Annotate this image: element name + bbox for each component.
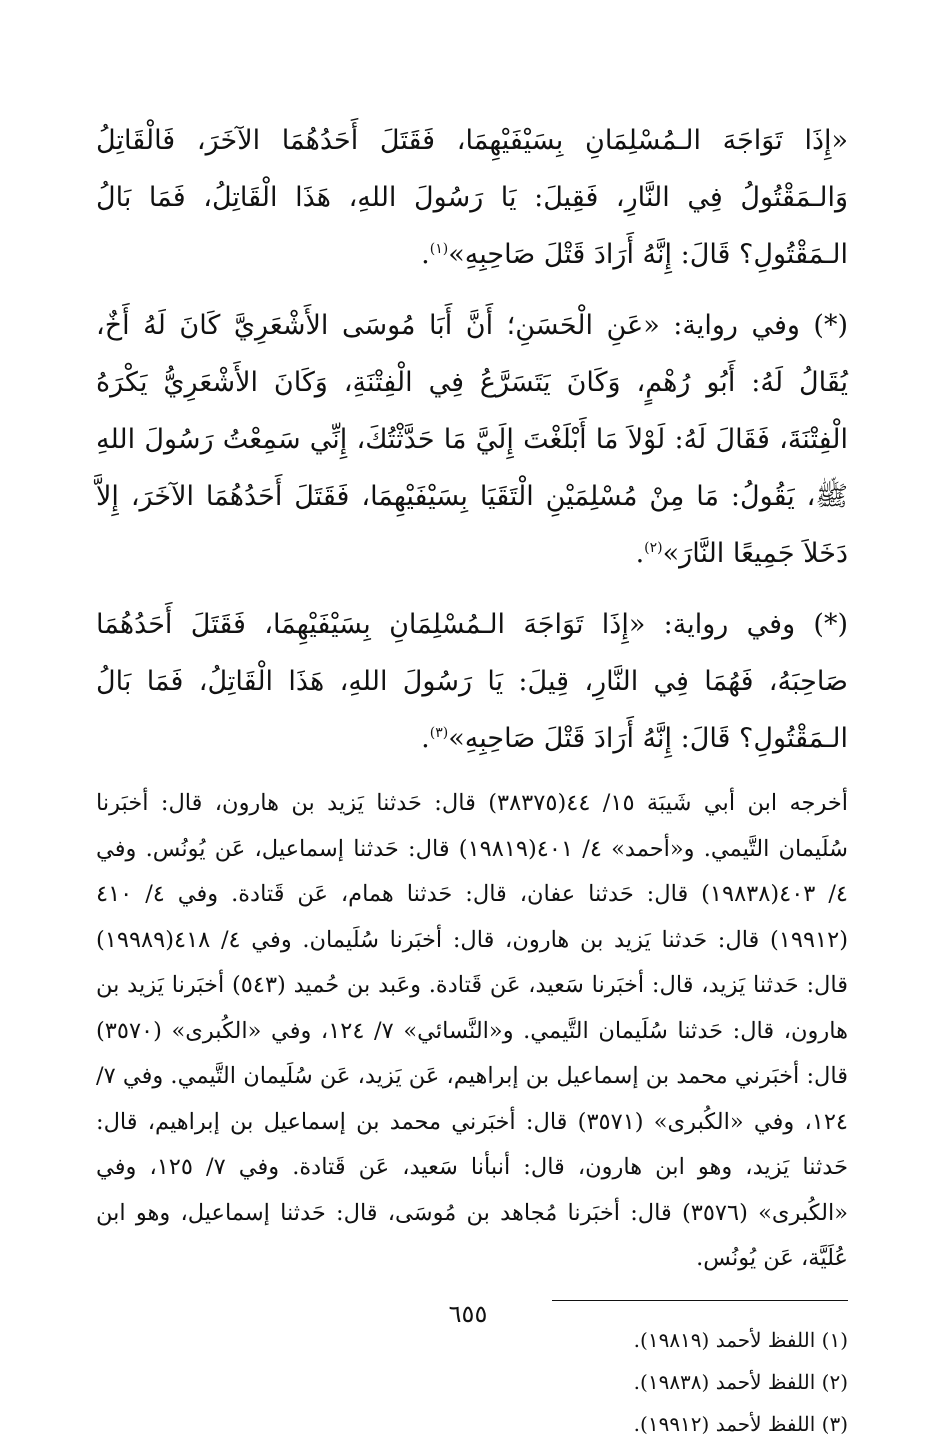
hadith-text bbox=[96, 112, 848, 767]
hadith-paragraph-3 bbox=[96, 596, 848, 767]
footnotes bbox=[96, 1319, 848, 1445]
footnote-ref-1[interactable]: (١) bbox=[429, 241, 449, 257]
hadith-paragraph-1-end: . bbox=[421, 239, 430, 270]
footnote-ref-3[interactable]: (٣) bbox=[429, 725, 449, 741]
hadith-paragraph-2 bbox=[96, 297, 848, 582]
hadith-paragraph-1 bbox=[96, 112, 848, 283]
footnote-3: (٣) اللفظ لأحمد (١٩٩١٢). bbox=[633, 1411, 848, 1436]
footnote-1: (١) اللفظ لأحمد (١٩٨١٩). bbox=[633, 1327, 848, 1352]
takhrij-text: أخرجه ابن أبي شَيبَة ١٥/ ٤٤(٣٨٣٧٥) قال: حَدثنا يَزيد بن هارون، قال: أخبَرنا سُلَيمان التَّيمي. و«أحمد» ٤/ ٤٠١(١٩٨١٩) قال: حَدثنا إسماعيل، عَن يُونُس. وفي ٤/ ٤٠٣(١٩٨٣٨) قال: حَدثنا عفان، قال: حَدثنا همام، عَن قَتادة. وفي ٤/ ٤١٠ (١٩٩١٢) قال: حَدثنا يَزيد بن هارون، قال: أخبَرنا سُلَيمان. وفي ٤/ ٤١٨(١٩٩٨٩) قال: حَدثنا يَزيد، قال: أخبَرنا سَعيد، عَن قَتادة. وعَبد بن حُميد (٥٤٣) أخبَرنا يَزيد بن هارون، قال: حَدثنا سُلَيمان التَّيمي. و«النَّسائي» ٧/ ١٢٤، وفي «الكُبرى» (٣٥٧٠) قال: أخبَرني محمد بن إسماعيل بن إبراهيم، عَن يَزيد، عَن سُلَيمان التَّيمي. وفي ٧/ ١٢٤، وفي «الكُبرى» (٣٥٧١) قال: أخبَرني محمد بن إسماعيل بن إبراهيم، قال: حَدثنا يَزيد، وهو ابن هارون، قال: أنبأنا سَعيد، عَن قَتادة. وفي ٧/ ١٢٥، وفي «الكُبرى» (٣٥٧٦) قال: أخبَرنا مُجاهد بن مُوسَى، قال: حَدثنا إسماعيل، وهو ابن عُلَيَّة، عَن يُونُس. bbox=[96, 790, 849, 1271]
page-body bbox=[96, 112, 848, 1445]
hadith-paragraph-2-text: (*) وفي رواية: «عَنِ الْحَسَنِ؛ أَنَّ أَبَا مُوسَى الأَشْعَرِيَّ كَانَ لَهُ أَخٌ، يُقَالُ لَهُ: أَبُو رُهْمٍ، وَكَانَ يَتَسَرَّعُ فِي الْفِتْنَةِ، وَكَانَ الأَشْعَرِيُّ يَكْرَهُ الْفِتْنَةَ، فَقَالَ لَهُ: لَوْلاَ مَا أَبْلَغْتَ إِلَيَّ مَا حَدَّثْتُكَ، إِنِّي سَمِعْتُ رَسُولَ اللهِ ﷺ، يَقُولُ: مَا مِنْ مُسْلِمَيْنِ الْتَقَيَا بِسَيْفَيْهِمَا، فَقَتَلَ أَحَدُهُمَا الآخَرَ، إِلاَّ دَخَلاَ جَمِيعًا النَّارَ» bbox=[96, 310, 848, 569]
hadith-paragraph-1-text: «إِذَا تَوَاجَهَ الـمُسْلِمَانِ بِسَيْفَيْهِمَا، فَقَتَلَ أَحَدُهُمَا الآخَرَ، فَالْقَاتِلُ وَالـمَقْتُولُ فِي النَّارِ، فَقِيلَ: يَا رَسُولَ اللهِ، هَذَا الْقَاتِلُ، فَمَا بَالُ الـمَقْتُولِ؟ قَالَ: إِنَّهُ أَرَادَ قَتْلَ صَاحِبِهِ» bbox=[96, 125, 848, 270]
footnote-2: (٢) اللفظ لأحمد (١٩٨٣٨). bbox=[633, 1369, 848, 1394]
hadith-paragraph-3-end: . bbox=[421, 723, 430, 754]
page-number: ٦٥٥ bbox=[448, 1300, 488, 1328]
footnote-ref-2[interactable]: (٢) bbox=[644, 540, 663, 556]
hadith-paragraph-3-text: (*) وفي رواية: «إِذَا تَوَاجَهَ الـمُسْلِمَانِ بِسَيْفَيْهِمَا، فَقَتَلَ أَحَدُهُمَا صَاحِبَهُ، فَهُمَا فِي النَّارِ، قِيلَ: يَا رَسُولَ اللهِ، هَذَا الْقَاتِلُ، فَمَا بَالُ الـمَقْتُولِ؟ قَالَ: إِنَّهُ أَرَادَ قَتْلَ صَاحِبِهِ» bbox=[96, 609, 848, 754]
hadith-paragraph-2-end: . bbox=[635, 538, 645, 569]
takhrij-section bbox=[96, 781, 848, 1282]
